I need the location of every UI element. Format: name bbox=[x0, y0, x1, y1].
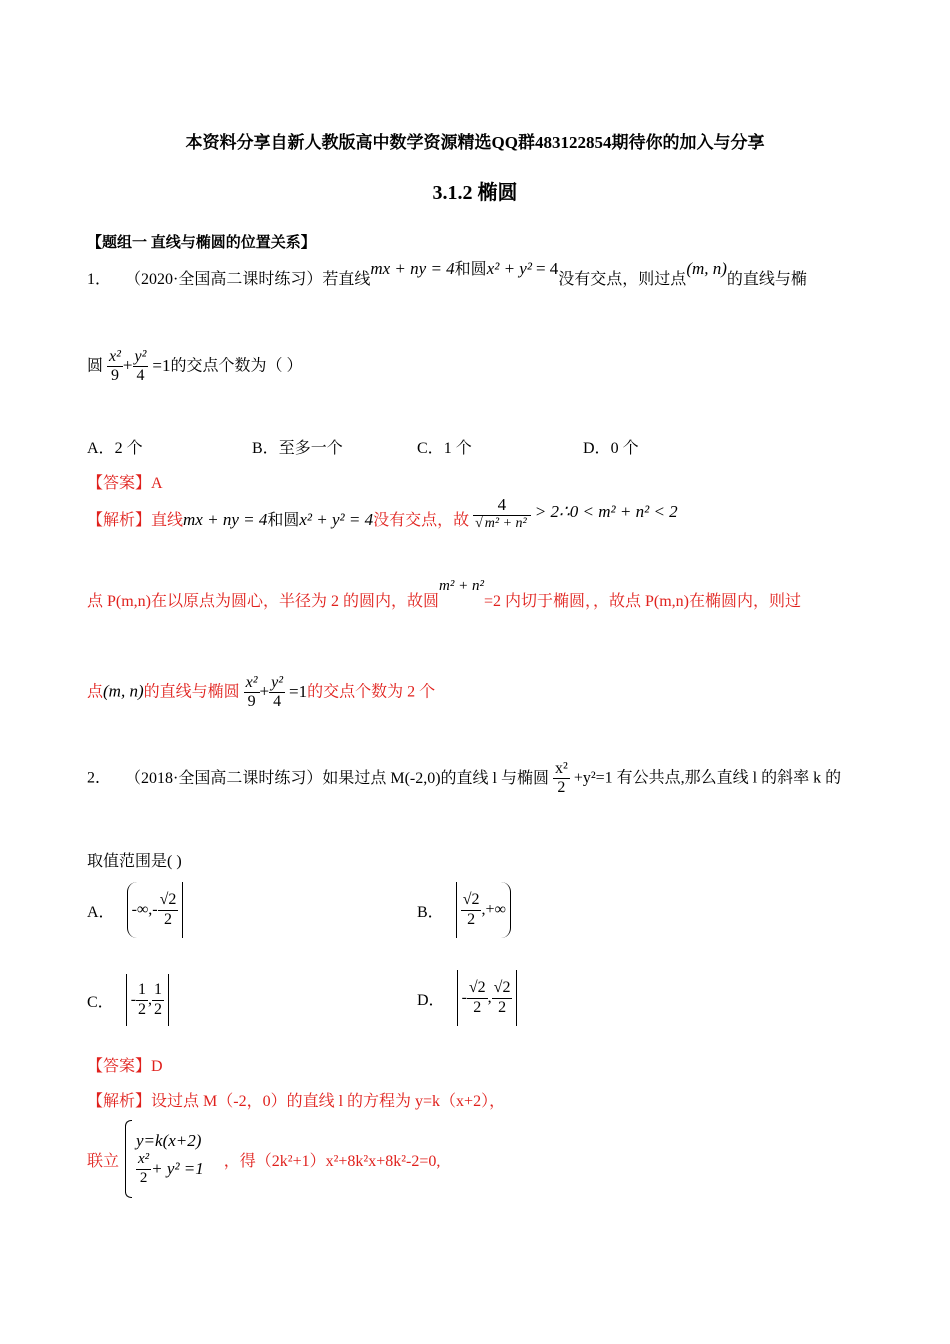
q2-option-c-frac1 bbox=[136, 981, 148, 1019]
q2-option-a-num: √2 bbox=[158, 891, 179, 910]
q2-option-d-frac2 bbox=[492, 979, 513, 1017]
q2-option-a bbox=[87, 880, 183, 940]
q2-option-a-left: -∞,- bbox=[131, 901, 158, 918]
q2-analysis-tag: 【解析】 bbox=[87, 1093, 152, 1110]
q1-analysis-and-circle: 和圆 bbox=[267, 512, 300, 529]
q2-option-a-den: 2 bbox=[164, 910, 173, 928]
q2-text-b: +y²=1 有公共点,那么直线 l 的斜率 k 的 bbox=[573, 769, 842, 787]
q1-analysis-text-a: 直线 bbox=[151, 512, 184, 529]
q1-line-eq: mx + ny = 4 bbox=[370, 259, 455, 278]
q1-point: (m, n) bbox=[686, 259, 727, 278]
q1-ellipse-y-den: 4 bbox=[136, 367, 145, 385]
q2-answer-value: D bbox=[151, 1058, 163, 1075]
q1-option-a-text: 2 个 bbox=[114, 440, 143, 457]
q1-ellipse-x-den: 9 bbox=[110, 367, 119, 385]
q1-option-a-label: A． bbox=[87, 440, 115, 457]
q1-text-mid: 没有交点，则过点 bbox=[558, 271, 687, 288]
page-header: 本资料分享自新人教版高中数学资源精选QQ群483122854期待你的加入与分享 bbox=[185, 133, 765, 152]
q1-analysis-frac-num: 4 bbox=[473, 495, 531, 516]
q2-option-d-label: D． bbox=[417, 991, 445, 1009]
q1-option-d-text: 0 个 bbox=[610, 440, 639, 457]
q1-analysis-frac-den: m² + n² bbox=[484, 515, 527, 531]
q1-text-line2-end: 的交点个数为（ ） bbox=[170, 357, 303, 375]
q2-frac-num: x² bbox=[553, 760, 570, 779]
q2-option-b-frac bbox=[461, 891, 482, 929]
q1-number: 1． bbox=[87, 271, 112, 288]
q2-option-d-num2: √2 bbox=[492, 979, 513, 998]
q2-option-c-mid: , bbox=[148, 991, 153, 1008]
q2-system-eq1: y=k(x+2) bbox=[136, 1131, 202, 1151]
q1-analysis-p2-expr: m² + n² bbox=[439, 578, 484, 594]
q2-lianli: 联立 bbox=[87, 1152, 120, 1170]
q1-source: （2020·全国高二课时练习）若直线 bbox=[125, 271, 371, 288]
q2-option-c-frac2 bbox=[152, 981, 164, 1019]
q2-number: 2． bbox=[87, 769, 112, 787]
q2-option-c bbox=[87, 970, 169, 1030]
q1-ellipse-rhs: =1 bbox=[152, 355, 171, 375]
q1-answer-value: A bbox=[151, 475, 163, 492]
q2-option-c-num1: 1 bbox=[136, 981, 148, 1000]
q1-analysis-ellipse-rhs: =1 bbox=[289, 681, 308, 701]
q1-analysis-p3-point: (m, n) bbox=[103, 681, 144, 701]
q1-analysis-line-eq: mx + ny = 4 bbox=[183, 510, 268, 529]
q2-text-a: （2018·全国高二课时练习）如果过点 M(-2,0)的直线 l 与椭圆 bbox=[125, 769, 550, 787]
q1-analysis-p3-a: 点 bbox=[87, 683, 104, 701]
q2-system-eq2-den: 2 bbox=[139, 1169, 148, 1186]
q1-line2: 圆 $\frac{\text{x²}}{9}$ + $\frac{\text{y²}}{4}$ =1的交点个数为（ ） bbox=[87, 348, 303, 385]
q1-answer-tag: 【答案】 bbox=[87, 475, 152, 492]
q2-option-b-den: 2 bbox=[467, 910, 476, 928]
q2-answer bbox=[87, 1053, 163, 1076]
q1-ellipse-y-frac bbox=[133, 348, 149, 386]
q2-option-b bbox=[417, 880, 511, 940]
q1-analysis-line3: 点(m, n)的直线与椭圆 $\frac{\text{x²}}{9}$ + $\frac{\text{y²}}{4}$ =1的交点个数为 2 个 bbox=[87, 674, 436, 711]
q1-line1 bbox=[87, 259, 807, 289]
q2-frac-den: 2 bbox=[557, 779, 566, 797]
q2-system-eq2-rest: + y² =1 bbox=[151, 1159, 204, 1178]
q2-option-c-left: - bbox=[130, 991, 137, 1008]
q1-option-c bbox=[417, 435, 472, 458]
q1-text-end: 的直线与椭 bbox=[726, 271, 807, 288]
section-title: 【题组一 直线与椭圆的位置关系】 bbox=[87, 235, 316, 251]
q2-option-b-num: √2 bbox=[461, 891, 482, 910]
q2-option-d-den1: 2 bbox=[473, 998, 482, 1016]
q2-option-d-left: - bbox=[461, 989, 467, 1006]
q1-circle-eq-rhs: = 4 bbox=[535, 259, 559, 278]
q1-ellipse-y-num: y² bbox=[133, 348, 149, 367]
q2-analysis-text: 设过点 M（-2，0）的直线 l 的方程为 y=k（x+2）， bbox=[151, 1093, 506, 1110]
q2-option-c-label: C． bbox=[87, 993, 114, 1011]
q2-option-d bbox=[417, 966, 517, 1030]
q1-analysis-p2-a: 点 P(m,n)在以原点为圆心，半径为 2 的圆内，故圆 bbox=[87, 593, 440, 610]
q1-circle-eq-lhs: x² + y² bbox=[486, 259, 532, 278]
q2-option-b-right: ,+∞ bbox=[481, 901, 506, 918]
q2-system-equations bbox=[136, 1131, 204, 1187]
q2-system-eq2-num: x² bbox=[136, 1151, 151, 1169]
q1-analysis-ellipse-y-num: y² bbox=[269, 674, 285, 693]
q1-analysis-text-b: 没有交点，故 bbox=[373, 512, 470, 529]
q1-analysis-p3-end: 的交点个数为 2 个 bbox=[307, 683, 436, 701]
q1-analysis-ellipse-y bbox=[269, 674, 285, 712]
q2-system-brace bbox=[125, 1120, 132, 1198]
q2-option-c-num2: 1 bbox=[152, 981, 164, 1000]
q1-option-b-label: B． bbox=[252, 440, 279, 457]
q2-line2: 取值范围是( ) bbox=[87, 853, 182, 870]
page-title: 3.1.2 椭圆 bbox=[432, 182, 518, 204]
q1-analysis-frac: $\frac{4}{\text{√ m² + n²}}$ bbox=[473, 495, 531, 532]
q1-ellipse-x-num: x² bbox=[107, 348, 123, 367]
q1-option-d bbox=[583, 435, 639, 458]
q1-analysis-ineq: > 2∴0 < m² + n² < 2 bbox=[534, 502, 678, 521]
q2-option-b-label: B． bbox=[417, 903, 444, 921]
q2-result: ，得（2k²+1）x²+8k²x+8k²-2=0, bbox=[223, 1152, 441, 1170]
q2-option-d-frac1 bbox=[467, 979, 488, 1017]
q2-system bbox=[87, 1120, 440, 1198]
q1-analysis-tag: 【解析】 bbox=[87, 512, 152, 529]
q2-option-d-interval bbox=[457, 970, 518, 1026]
q2-option-d-den2: 2 bbox=[498, 998, 507, 1016]
q2-line1 bbox=[87, 760, 841, 798]
q1-option-a bbox=[87, 435, 143, 458]
q1-option-b-text: 至多一个 bbox=[278, 440, 343, 457]
q2-system-eq2-frac bbox=[136, 1151, 151, 1187]
q1-analysis-ellipse-x-num: x² bbox=[244, 674, 260, 693]
q2-frac bbox=[553, 760, 570, 798]
q1-analysis-ellipse-y-den: 4 bbox=[273, 693, 282, 711]
q1-analysis-circle-eq: x² + y² = 4 bbox=[299, 510, 374, 529]
q1-analysis-ellipse-x bbox=[244, 674, 260, 712]
q2-analysis-line1 bbox=[87, 1088, 505, 1111]
q2-option-a-frac bbox=[158, 891, 179, 929]
q2-option-c-den1: 2 bbox=[138, 1000, 147, 1018]
q1-analysis-line1 bbox=[87, 495, 678, 540]
q1-analysis-line2 bbox=[87, 578, 801, 611]
q1-option-d-label: D． bbox=[583, 440, 611, 457]
q1-and-circle: 和圆 bbox=[454, 261, 487, 278]
q2-option-c-den2: 2 bbox=[154, 1000, 163, 1018]
q2-option-d-mid: , bbox=[487, 989, 492, 1006]
q2-option-b-interval bbox=[456, 882, 511, 938]
q1-analysis-p2-b: =2 内切于椭圆，，故点 P(m,n)在椭圆内，则过 bbox=[483, 593, 801, 610]
q1-text-line2-start: 圆 bbox=[87, 357, 104, 375]
q1-answer bbox=[87, 470, 163, 493]
q2-option-c-interval bbox=[126, 974, 169, 1026]
q2-option-a-interval bbox=[127, 882, 184, 938]
q1-option-c-text: 1 个 bbox=[443, 440, 472, 457]
q2-answer-tag: 【答案】 bbox=[87, 1058, 152, 1075]
q2-system-eq2 bbox=[136, 1151, 204, 1187]
q1-option-c-label: C． bbox=[417, 440, 444, 457]
q1-option-b bbox=[252, 435, 343, 458]
q1-ellipse-x-frac bbox=[107, 348, 123, 386]
q1-analysis-ellipse-x-den: 9 bbox=[247, 693, 256, 711]
q2-option-d-num1: √2 bbox=[467, 979, 488, 998]
q2-option-a-label: A． bbox=[87, 903, 115, 921]
q1-analysis-p3-b: 的直线与椭圆 bbox=[143, 683, 240, 701]
